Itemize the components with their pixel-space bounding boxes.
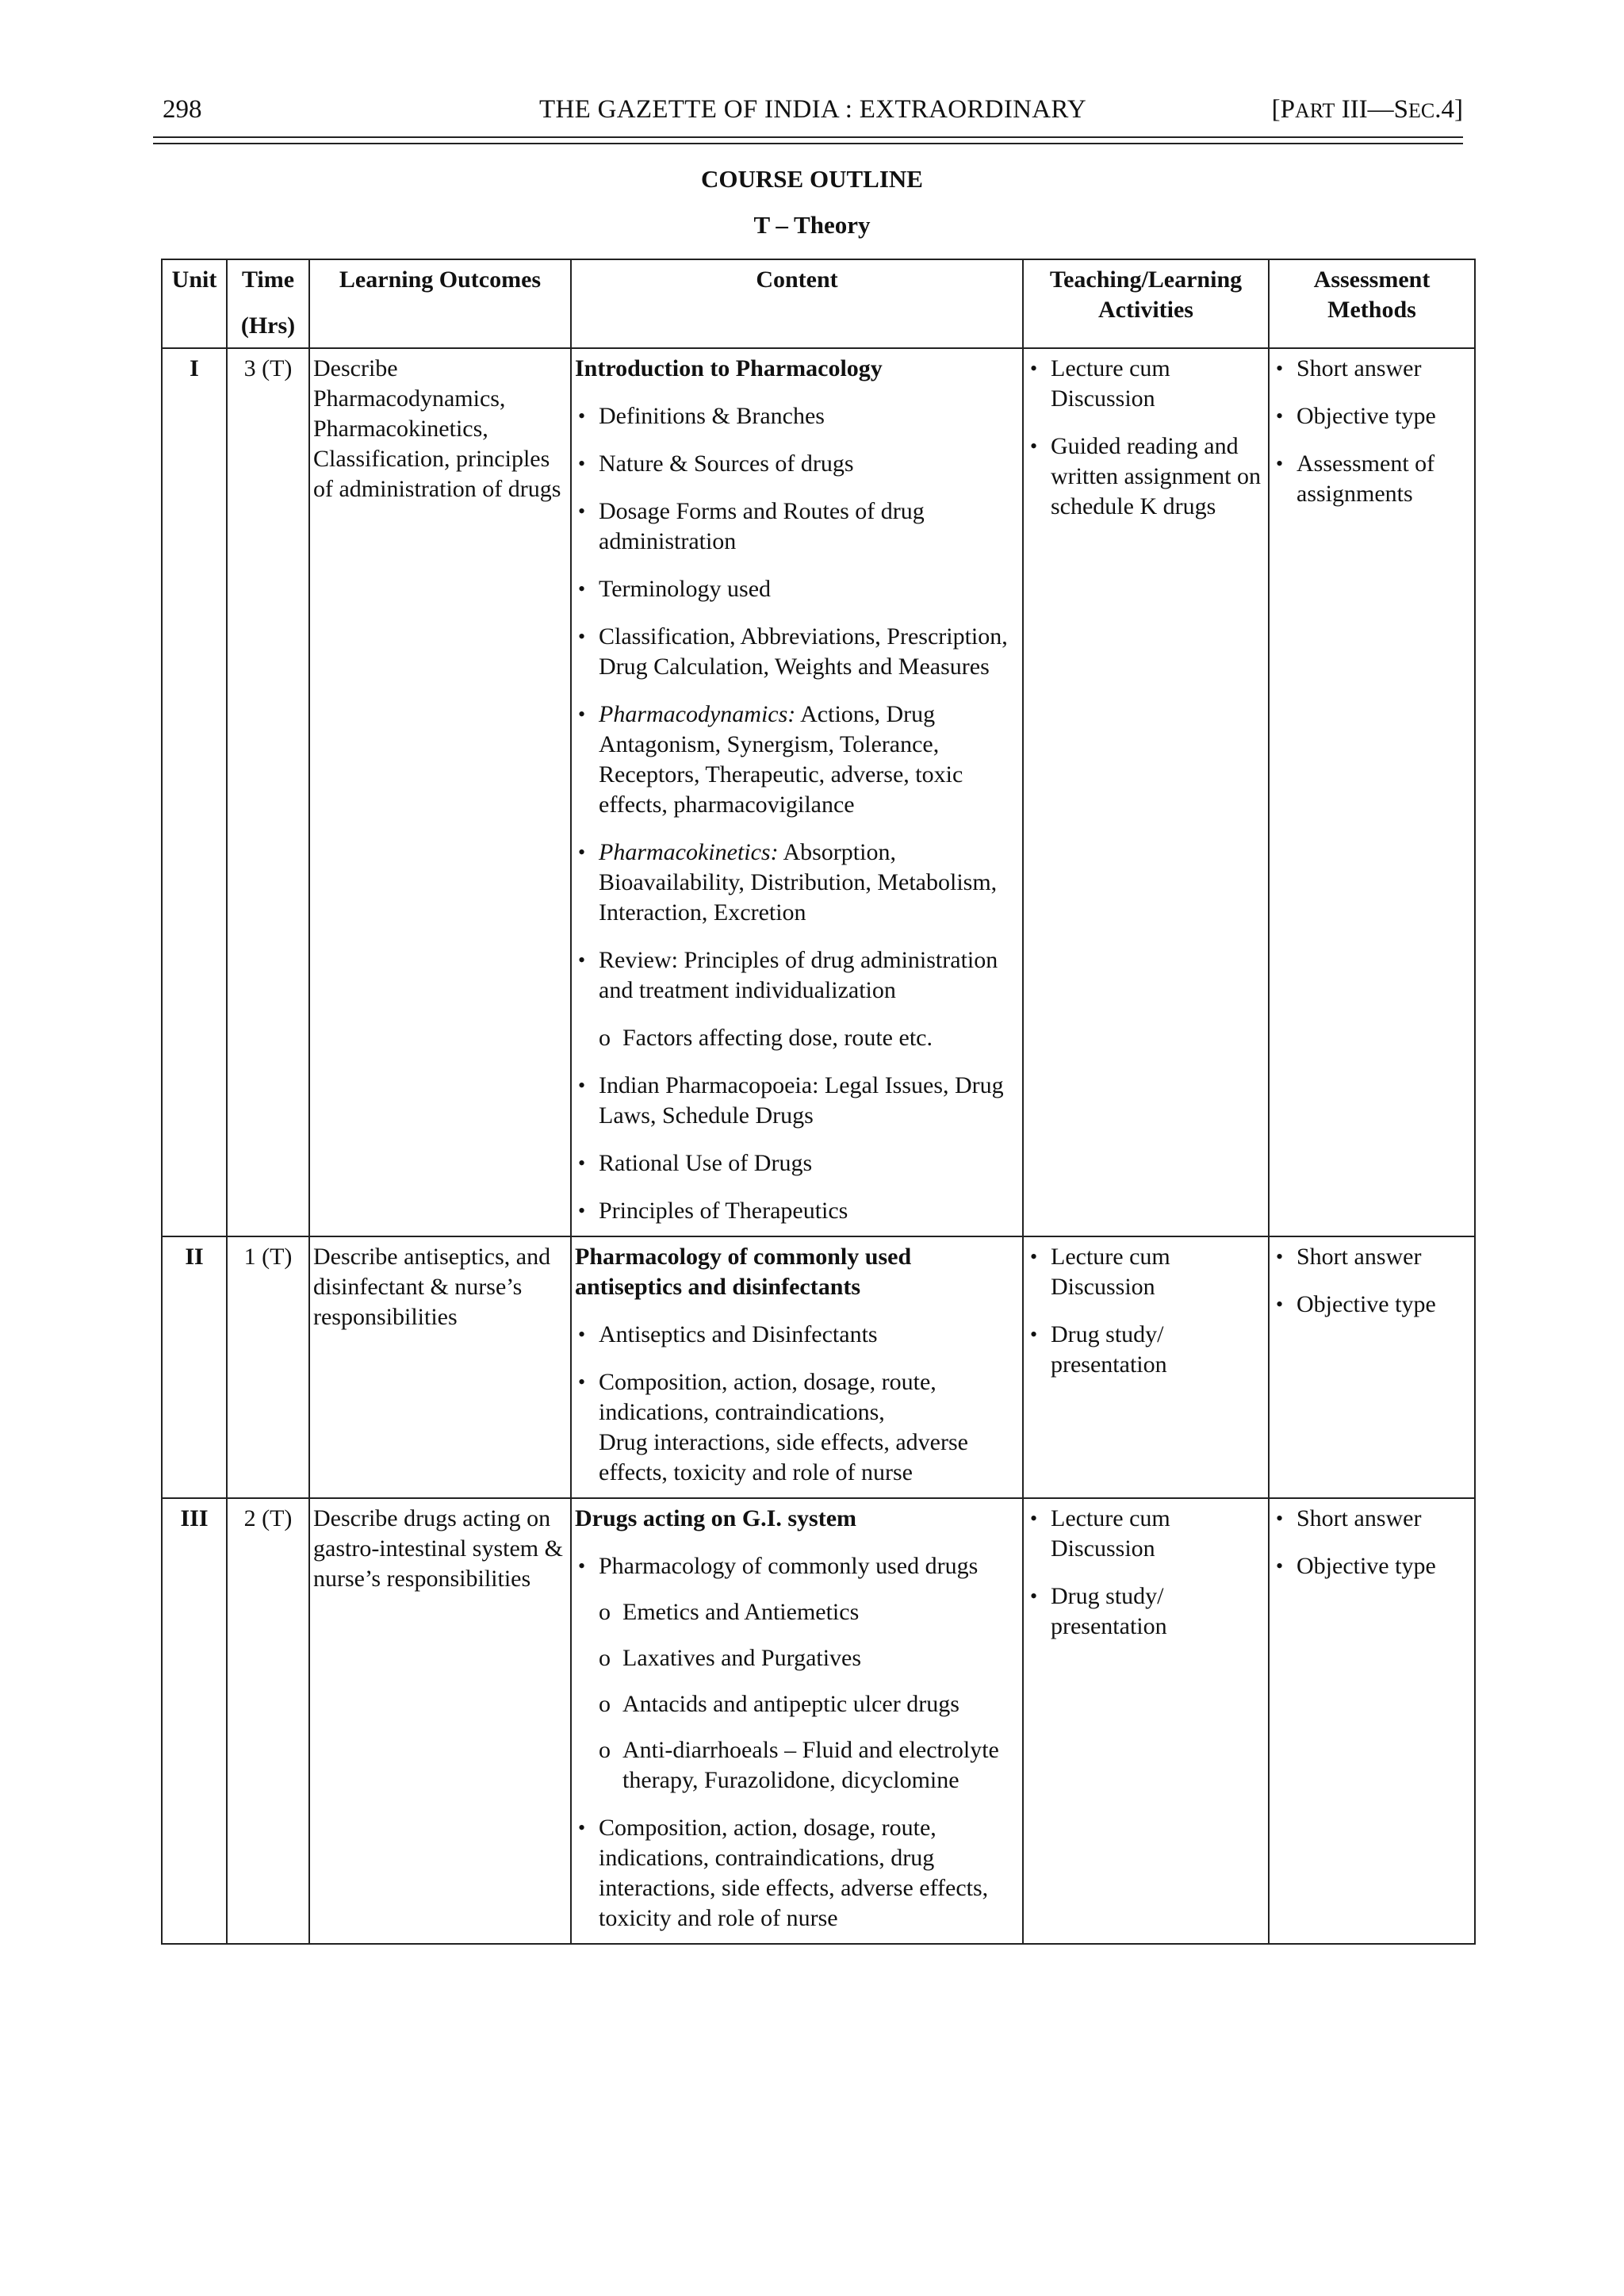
circle-bullet-icon: o — [599, 1691, 611, 1717]
learning-outcome-cell: Describe Pharmacodynamics, Pharmacokinetics, Classification, principles of administration of drugs — [309, 348, 571, 1236]
table-header-row — [162, 259, 1475, 348]
list-item: • Composition, action, dosage, route, indications, contraindications, Drug interactions, side effects, adverse effects, toxicity and role of nurse — [578, 1369, 968, 1485]
circle-bullet-icon: o — [599, 1737, 611, 1763]
sub-list-item: o Emetics and Antiemetics — [575, 1597, 1019, 1627]
time-cell: 1 (T) — [227, 1236, 309, 1498]
bullet-icon: • — [578, 1323, 586, 1346]
bullet-icon: • — [1030, 1507, 1038, 1530]
page-header — [163, 95, 1463, 133]
content-heading: Introduction to Pharmacology — [575, 355, 883, 381]
bullet-icon: • — [578, 1074, 586, 1097]
bullet-icon: • — [1276, 452, 1284, 475]
table-row — [162, 1236, 1475, 1498]
theory-subtitle: T – Theory — [753, 211, 871, 239]
header-content: Content — [571, 259, 1023, 348]
bullet-icon: • — [1276, 357, 1284, 380]
list-item: • Short answer — [1273, 354, 1471, 384]
table-row — [162, 1498, 1475, 1944]
list-item: • Rational Use of Drugs — [575, 1148, 1019, 1179]
content-heading: Drugs acting on G.I. system — [575, 1505, 857, 1531]
sub-list-item: o Factors affecting dose, route etc. — [575, 1023, 1019, 1053]
content-cell — [571, 1236, 1023, 1498]
list-item: • Assessment of assignments — [1276, 450, 1435, 507]
bullet-icon: • — [578, 841, 586, 864]
course-outline-title: COURSE OUTLINE — [701, 165, 923, 193]
sub-list-item: o Antacids and antipeptic ulcer drugs — [575, 1689, 1019, 1719]
bullet-icon: • — [1276, 404, 1284, 427]
circle-bullet-icon: o — [599, 1645, 611, 1671]
part-section-label: [PART III—SEC.4] — [1271, 95, 1463, 124]
list-item: • Drug study/ presentation — [1030, 1583, 1167, 1639]
bullet-icon: • — [1030, 357, 1038, 380]
header-learning-outcomes: Learning Outcomes — [309, 259, 571, 348]
teaching-cell — [1023, 1498, 1269, 1944]
header-unit: Unit — [162, 259, 227, 348]
unit-cell: I — [162, 348, 227, 1236]
header-assessment-methods: Assessment Methods — [1269, 259, 1475, 348]
bullet-icon: • — [578, 1199, 586, 1222]
header-rule-bottom — [153, 143, 1463, 144]
header-time: Time (Hrs) — [227, 259, 309, 348]
list-item: • Lecture cum Discussion — [1030, 1244, 1170, 1300]
list-item: • Pharmacology of commonly used drugs — [575, 1551, 1019, 1581]
time-cell: 2 (T) — [227, 1498, 309, 1944]
course-outline-table — [161, 259, 1476, 1945]
circle-bullet-icon: o — [599, 1025, 611, 1051]
teaching-cell — [1023, 348, 1269, 1236]
bullet-icon: • — [1276, 1293, 1284, 1316]
list-item: • Lecture cum Discussion — [1030, 355, 1170, 412]
bullet-icon: • — [1276, 1245, 1284, 1268]
circle-bullet-icon: o — [599, 1599, 611, 1625]
list-item: • Drug study/ presentation — [1030, 1321, 1167, 1378]
bullet-icon: • — [578, 1152, 586, 1175]
bullet-icon: • — [1030, 1245, 1038, 1268]
list-item: • Objective type — [1273, 1551, 1471, 1581]
list-item: • Dosage Forms and Routes of drug administration — [578, 498, 925, 554]
page-number: 298 — [163, 95, 202, 124]
header-teaching-activities: Teaching/Learning Activities — [1023, 259, 1269, 348]
bullet-icon: • — [578, 703, 586, 726]
list-item: • Composition, action, dosage, route, indications, contraindications, drug interactions, side effects, adverse effects, toxicity and role of nurse — [578, 1815, 989, 1931]
list-item: • Pharmacokinetics: Absorption, Bioavailability, Distribution, Metabolism, Interaction, Excretion — [578, 839, 998, 926]
list-item: • Antiseptics and Disinfectants — [575, 1320, 1019, 1350]
bullet-icon: • — [578, 1370, 586, 1393]
list-item: • Objective type — [1273, 1290, 1471, 1320]
list-item: • Short answer — [1273, 1242, 1471, 1272]
header-rule-top — [153, 136, 1463, 138]
bullet-icon: • — [1030, 435, 1038, 458]
bullet-icon: • — [1030, 1323, 1038, 1346]
list-item: • Indian Pharmacopoeia: Legal Issues, Drug Laws, Schedule Drugs — [578, 1072, 1004, 1129]
learning-outcome-cell: Describe drugs acting on gastro-intestinal system & nurse’s responsibilities — [309, 1498, 571, 1944]
bullet-icon: • — [578, 625, 586, 648]
list-item: • Pharmacodynamics: Actions, Drug Antagonism, Synergism, Tolerance, Receptors, Therapeutic, adverse, toxic effects, pharmacovigilance — [578, 701, 963, 818]
bullet-icon: • — [578, 404, 586, 427]
sub-list-item: o Anti-diarrhoeals – Fluid and electrolyte therapy, Furazolidone, dicyclomine — [599, 1737, 999, 1793]
list-item: • Guided reading and written assignment on schedule K drugs — [1030, 433, 1261, 519]
list-item: • Principles of Therapeutics — [575, 1196, 1019, 1226]
bullet-icon: • — [578, 452, 586, 475]
time-cell: 3 (T) — [227, 348, 309, 1236]
content-cell — [571, 1498, 1023, 1944]
learning-outcome-cell: Describe antiseptics, and disinfectant & nurse’s responsibilities — [309, 1236, 571, 1498]
list-item: • Definitions & Branches — [575, 401, 1019, 431]
list-item: • Classification, Abbreviations, Prescription, Drug Calculation, Weights and Measures — [578, 623, 1008, 680]
bullet-icon: • — [1276, 1554, 1284, 1577]
bullet-icon: • — [578, 949, 586, 972]
bullet-icon: • — [1276, 1507, 1284, 1530]
content-cell — [571, 348, 1023, 1236]
sub-list-item: o Laxatives and Purgatives — [575, 1643, 1019, 1673]
unit-cell: III — [162, 1498, 227, 1944]
table-row — [162, 348, 1475, 1236]
gazette-title: THE GAZETTE OF INDIA : EXTRAORDINARY — [539, 95, 1086, 124]
assessment-cell — [1269, 348, 1475, 1236]
teaching-cell — [1023, 1236, 1269, 1498]
assessment-cell — [1269, 1498, 1475, 1944]
list-item: • Objective type — [1273, 401, 1471, 431]
list-item: • Nature & Sources of drugs — [575, 449, 1019, 479]
list-item: • Review: Principles of drug administration and treatment individualization — [578, 947, 998, 1003]
bullet-icon: • — [578, 500, 586, 523]
content-heading: Pharmacology of commonly used antiseptics and disinfectants — [575, 1244, 912, 1300]
unit-cell: II — [162, 1236, 227, 1498]
assessment-cell — [1269, 1236, 1475, 1498]
bullet-icon: • — [578, 1554, 586, 1577]
list-item: • Terminology used — [575, 574, 1019, 604]
bullet-icon: • — [578, 1816, 586, 1839]
list-item: • Lecture cum Discussion — [1030, 1505, 1170, 1562]
bullet-icon: • — [578, 577, 586, 600]
bullet-icon: • — [1030, 1585, 1038, 1608]
list-item: • Short answer — [1273, 1504, 1471, 1534]
